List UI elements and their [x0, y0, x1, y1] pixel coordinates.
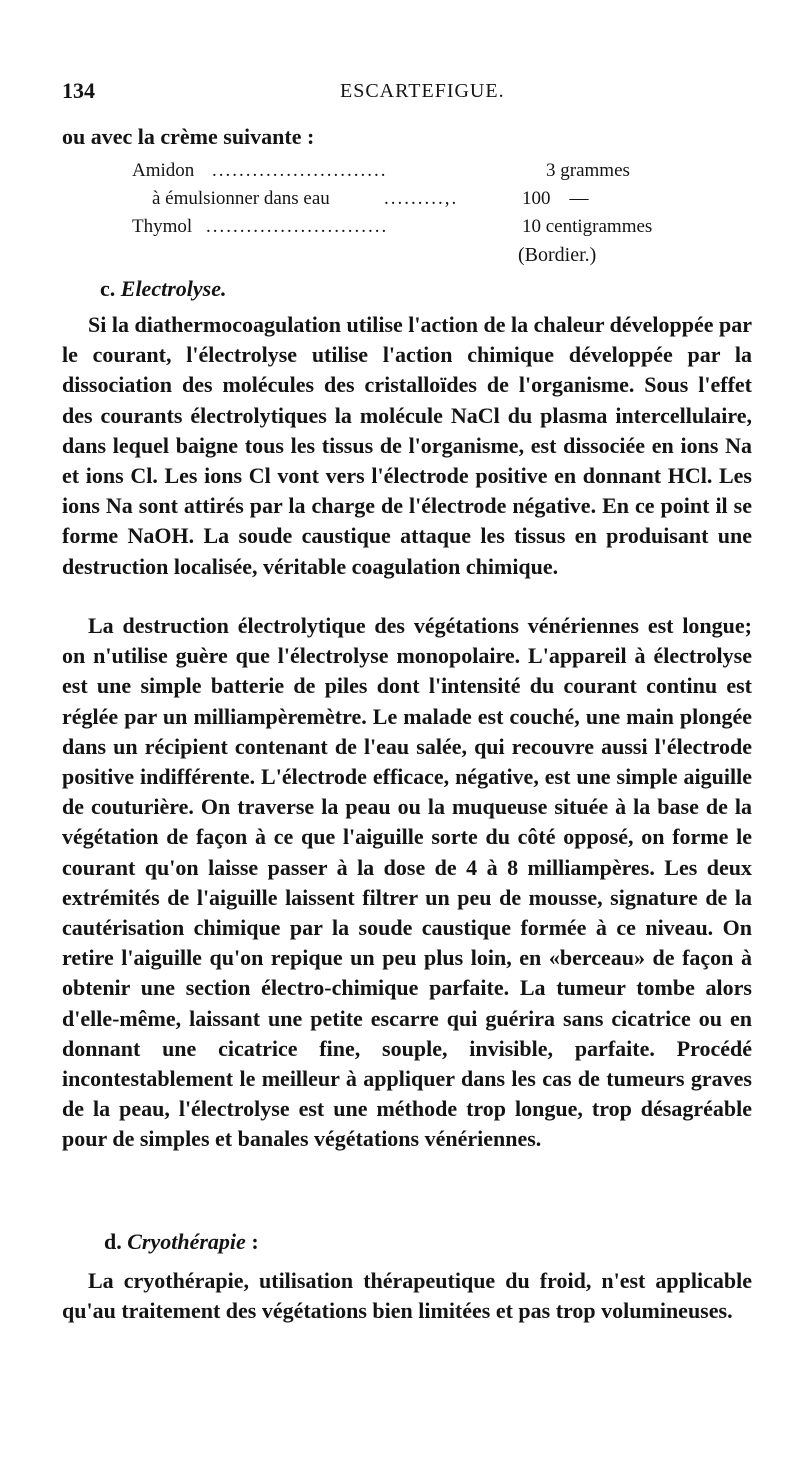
- ingredient-name: à émulsionner dans eau: [152, 188, 330, 209]
- ingredient-quantity: 3 grammes: [546, 160, 630, 181]
- section-c-heading: [100, 276, 226, 302]
- section-letter: c.: [100, 276, 116, 301]
- section-d-heading: [104, 1229, 259, 1255]
- recipe-list: [62, 160, 762, 244]
- section-letter: d.: [104, 1229, 122, 1254]
- leader-dots: ..........................: [212, 160, 388, 181]
- leader-dots: ...........................: [206, 216, 389, 237]
- ingredient-name: Amidon: [132, 160, 195, 181]
- recipe-source: (Bordier.): [518, 244, 597, 266]
- section-title: Electrolyse.: [120, 276, 227, 301]
- page-header: [62, 78, 782, 108]
- ingredient-quantity: 10 centigrammes: [522, 216, 653, 237]
- leader-dots: .........,.: [384, 188, 459, 209]
- recipe-row: [62, 188, 762, 216]
- ingredient-quantity: 100 —: [522, 188, 589, 209]
- recipe-row: [62, 160, 762, 188]
- section-colon: :: [251, 1229, 259, 1254]
- paragraph: Si la diathermocoagulation utilise l'action de la chaleur développée par le courant, l'électrolyse utilise l'action chimique développée par la dissociation des molécules des cristalloïdes de l'organisme. Sous l'effet des courants électrolytiques la molécule NaCl du plasma intercellulaire, dans lequel baigne tous les tissus de l'organisme, est dissociée en ions Na et ions Cl. Les ions Cl vont vers l'électrode positive en donnant HCl. Les ions Na sont attirés par la charge de l'électrode négative. En ce point il se forme NaOH. La soude caustique attaque les tissus en produisant une destruction localisée, véritable coagulation chimique.: [62, 312, 752, 579]
- ingredient-name: Thymol: [132, 216, 193, 237]
- page-number: 134: [62, 78, 95, 103]
- paragraph: La destruction électrolytique des végétations vénériennes est longue; on n'utilise guère que l'électrolyse monopolaire. L'appareil à électrolyse est une simple batterie de piles dont l'intensité du courant continu est réglée par un milliampèremètre. Le malade est couché, une main plongée dans un récipient contenant de l'eau salée, qui recouvre aussi l'électrode positive indifférente. L'électrode efficace, négative, est une simple aiguille de couturière. On traverse la peau ou la muqueuse située à la base de la végétation de façon à ce que l'aiguille sorte du côté opposé, on forme le courant qu'on laisse passer à la dose de 4 à 8 milliampères. Les deux extrémités de l'aiguille laissent filtrer un peu de mousse, signature de la cautérisation chimique par la soude caustique formée à ce niveau. On retire l'aiguille qu'on repique un peu plus loin, en «berceau» de façon à obtenir une section électro-chimique parfaite. La tumeur tombe alors d'elle-même, laissant une petite escarre qui guérira sans cicatrice ou en donnant une cicatrice fine, souple, invisible, parfaite. Procédé incontestablement le meilleur à appliquer dans les cas de tumeurs graves de la peau, l'électrolyse est une méthode trop longue, trop désagréable pour de simples et banales végétations vénériennes.: [62, 613, 752, 1152]
- paragraph: La cryothérapie, utilisation thérapeutique du froid, n'est applicable qu'au traitement des végétations bien limitées et pas trop volumineuses.: [62, 1268, 752, 1324]
- recipe-row: [62, 216, 762, 244]
- running-head: ESCARTEFIGUE.: [340, 80, 505, 102]
- recipe-intro: ou avec la crème suivante :: [62, 124, 315, 149]
- section-title: Cryothérapie: [127, 1229, 246, 1254]
